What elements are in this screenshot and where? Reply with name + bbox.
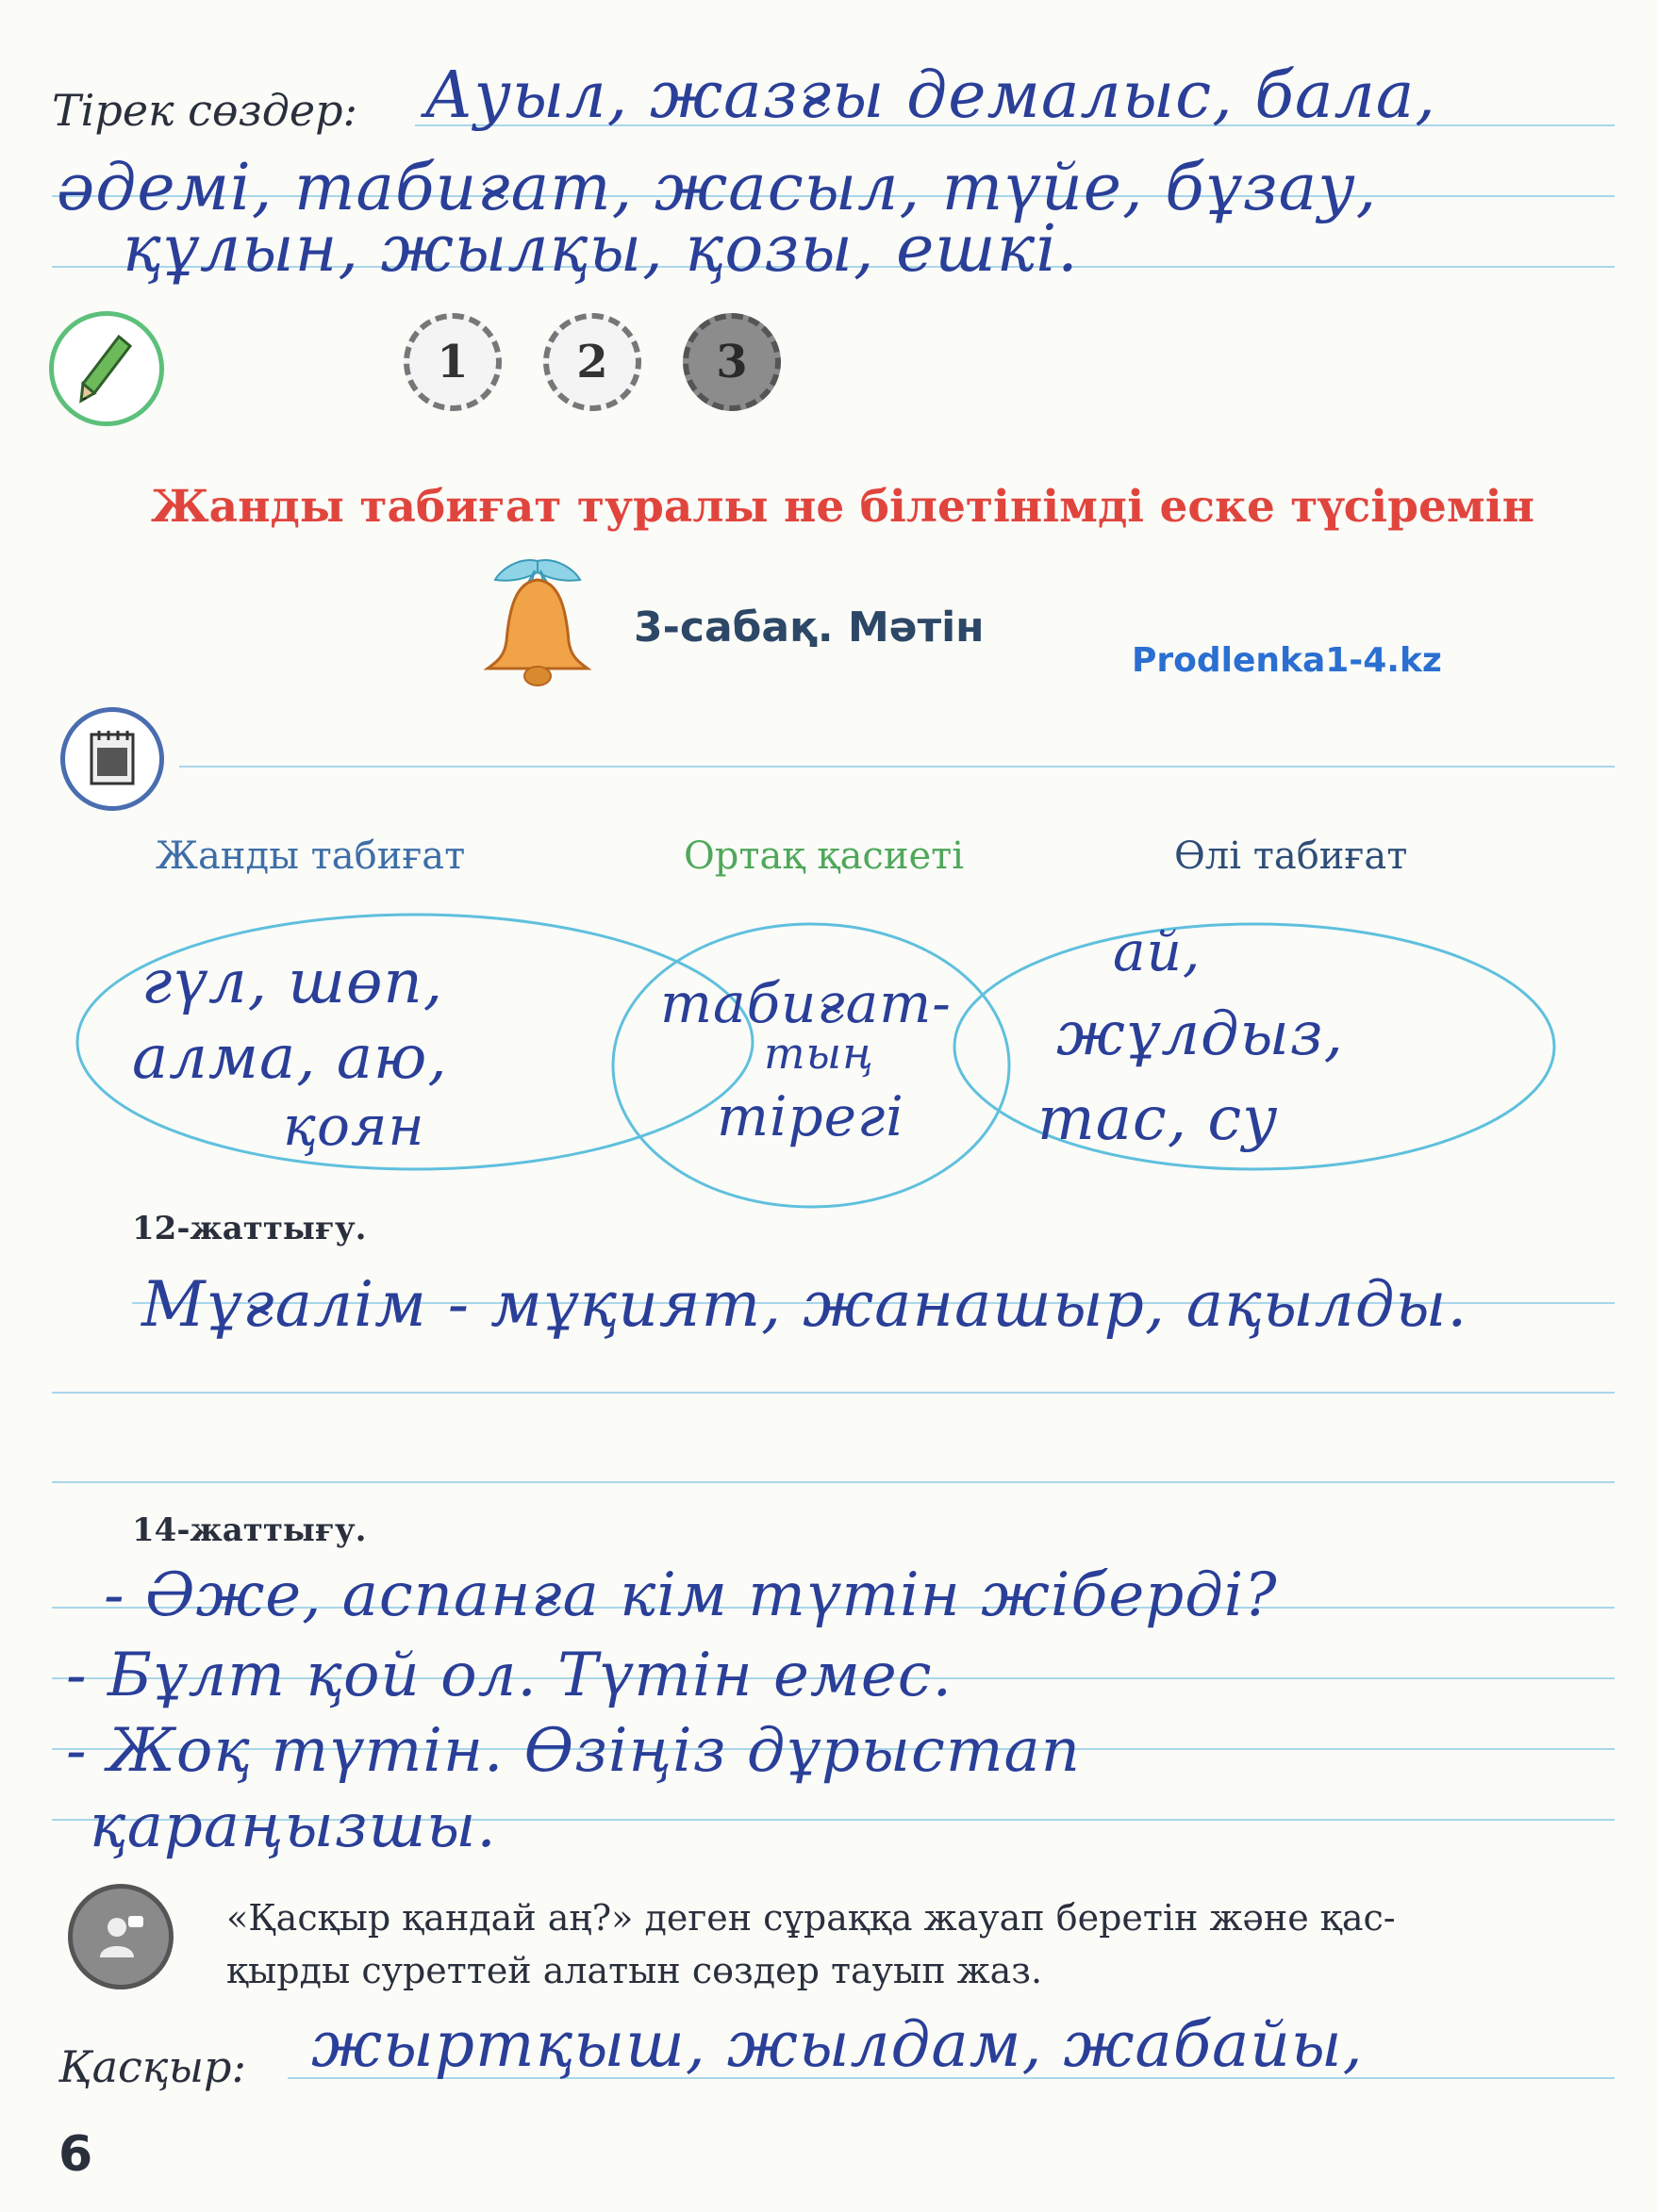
venn-heading-common: Ортақ қасиеті	[684, 834, 965, 878]
person-speaking-icon	[68, 1884, 174, 1989]
step-2-badge: 2	[543, 313, 641, 411]
exercise-14-line-3: - Жоқ түтін. Өзіңіз дұрыстап	[66, 1716, 1081, 1786]
venn-dead-line-1: ай,	[1113, 919, 1202, 983]
exercise-12-answer: Мұғалім - мұқият, жанашыр, ақылды.	[141, 1268, 1468, 1341]
wolf-answer: жыртқыш, жылдам, жабайы,	[311, 2008, 1364, 2081]
keywords-label: Тірек сөздер:	[52, 85, 358, 136]
task-line-2: қырды суреттей алатын сөздер тауып жаз.	[226, 1950, 1043, 1991]
step-3-badge: 3	[683, 313, 781, 411]
section-heading: Жанды табиғат туралы не білетінімді еске түсіремін	[151, 481, 1534, 533]
lesson-title: 3-сабақ. Мәтін	[634, 603, 985, 652]
venn-heading-alive: Жанды табиғат	[156, 834, 466, 878]
step-1-badge: 1	[404, 313, 502, 411]
exercise-14-line-2: - Бұлт қой ол. Түтін емес.	[66, 1641, 953, 1710]
watermark: Prodlenka1-4.kz	[1132, 641, 1442, 680]
page-number: 6	[58, 2126, 93, 2183]
task-line-1: «Қасқыр қандай аң?» деген сұраққа жауап беретін және қас-	[226, 1897, 1396, 1939]
venn-alive-line-2: алма, аю,	[132, 1023, 448, 1093]
exercise-14-line-1: - Әже, аспанға кім түтін жіберді?	[104, 1560, 1278, 1630]
keywords-line-2: әдемі, табиғат, жасыл, түйе, бұзау,	[57, 151, 1378, 225]
venn-heading-dead: Өлі табиғат	[1174, 834, 1408, 878]
venn-dead-line-3: тас, су	[1037, 1084, 1279, 1154]
venn-alive-line-3: қоян	[283, 1094, 425, 1158]
venn-common-line-3: тірегі	[717, 1084, 904, 1148]
exercise-14-line-4: қараңызшы.	[90, 1791, 497, 1861]
keywords-line-3: құлын, жылқы, қозы, ешкі.	[123, 212, 1079, 287]
venn-alive-line-1: гүл, шөп,	[141, 948, 444, 1017]
exercise-14-label: 14-жаттығу.	[132, 1511, 367, 1549]
venn-common-line-2: тың	[764, 1028, 874, 1079]
venn-dead-line-2: жұлдыз,	[1056, 999, 1344, 1069]
keywords-line-1: Ауыл, жазғы демалыс, бала,	[424, 58, 1436, 133]
wolf-label: Қасқыр:	[58, 2041, 247, 2092]
exercise-12-label: 12-жаттығу.	[132, 1210, 367, 1247]
venn-common-line-1: табиғат-	[660, 971, 952, 1035]
